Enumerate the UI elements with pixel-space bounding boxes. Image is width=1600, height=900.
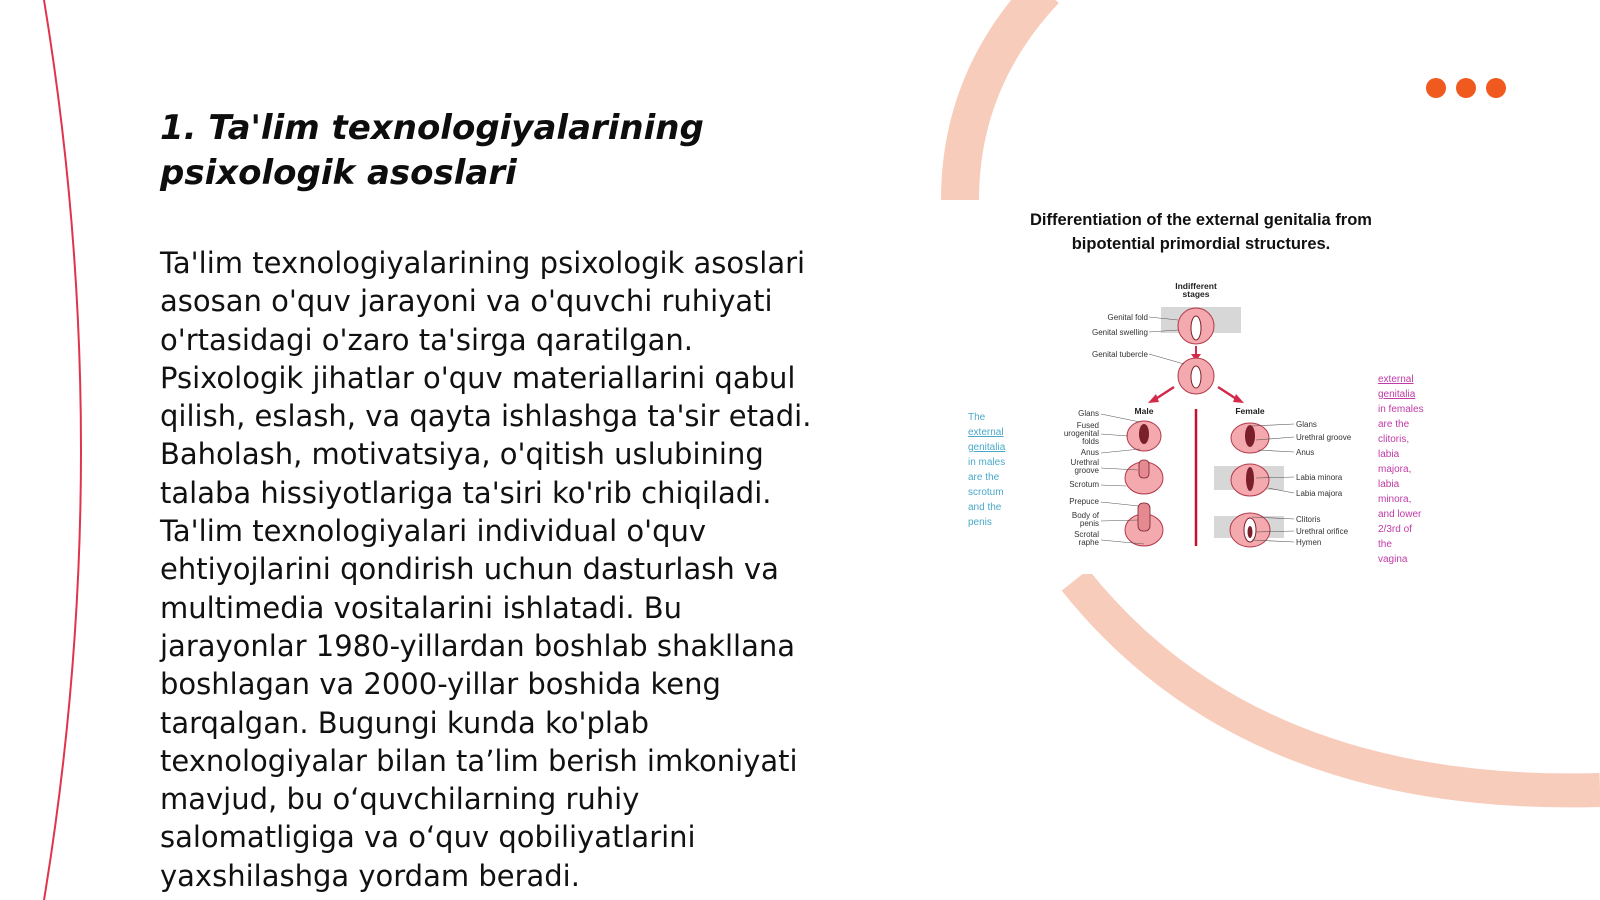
figure-title-line: Differentiation of the external genitalia from bbox=[1030, 211, 1372, 229]
note-line: genitalia bbox=[1378, 389, 1416, 400]
body-line: Ta'lim texnologiyalari individual o'quv bbox=[160, 514, 707, 549]
indifferent-tubercle bbox=[1191, 366, 1201, 388]
body-line: talaba hissiyotlariga ta'siri ko'rib chiqiladi. bbox=[160, 475, 772, 510]
slide-title bbox=[160, 106, 860, 196]
body-line: asosan o'quv jarayoni va o'quvchi ruhiyati bbox=[160, 284, 773, 319]
indifferent-fold bbox=[1191, 316, 1201, 340]
stage-label: Indifferent bbox=[1175, 281, 1217, 291]
male-label: folds bbox=[1082, 437, 1099, 446]
female-label: Glans bbox=[1296, 420, 1317, 429]
note-line: minora, bbox=[1378, 494, 1412, 505]
top-label: Genital fold bbox=[1107, 313, 1148, 322]
top-label: Genital tubercle bbox=[1091, 350, 1148, 359]
male-label: urogenital bbox=[1063, 429, 1099, 438]
note-line: majora, bbox=[1378, 464, 1412, 475]
accent-dot bbox=[1486, 78, 1506, 98]
note-line: external bbox=[1378, 374, 1414, 385]
body-line: Psixologik jihatlar o'quv materiallarini qabul bbox=[160, 360, 796, 395]
female-label: Hymen bbox=[1296, 538, 1322, 547]
body-line: yaxshilashga yordam beradi. bbox=[160, 858, 580, 893]
female-label: Anus bbox=[1296, 448, 1315, 457]
note-line: The bbox=[968, 412, 986, 423]
note-line: clitoris, bbox=[1378, 434, 1410, 445]
body-line: jarayonlar 1980-yillardan boshlab shakllana bbox=[160, 628, 796, 663]
female-heading: Female bbox=[1235, 406, 1265, 416]
male-label: Anus bbox=[1080, 448, 1099, 457]
note-line: in males bbox=[968, 457, 1006, 468]
male-label: Body of bbox=[1071, 511, 1099, 520]
note-line: the bbox=[1378, 539, 1392, 550]
accent-dots bbox=[1426, 78, 1506, 100]
note-line: are the bbox=[1378, 419, 1410, 430]
female-label: Labia minora bbox=[1296, 473, 1343, 482]
body-line: Baholash, motivatsiya, o'qitish uslubining bbox=[160, 437, 764, 472]
male-label: Prepuce bbox=[1069, 497, 1099, 506]
female-side-note bbox=[1378, 372, 1436, 567]
male-side-note bbox=[968, 410, 1026, 530]
body-line: tarqalgan. Bugungi kunda ko'plab bbox=[160, 705, 650, 740]
anatomy-figure bbox=[956, 204, 1476, 574]
figure-title-line: bipotential primordial structures. bbox=[1071, 235, 1331, 253]
note-line: labia bbox=[1378, 479, 1400, 490]
note-line: are the bbox=[968, 472, 1000, 483]
slide-title-line: psixologik asoslari bbox=[160, 153, 517, 193]
male-heading: Male bbox=[1134, 406, 1154, 416]
note-line: genitalia bbox=[968, 442, 1006, 453]
decor-arc-top bbox=[960, 0, 1045, 200]
female-label: Clitoris bbox=[1296, 515, 1321, 524]
slide-body-text bbox=[160, 244, 850, 895]
male-label: Fused bbox=[1076, 421, 1099, 430]
body-line: salomatligiga va o‘quv qobiliyatlarini bbox=[160, 820, 696, 855]
male-label: Scrotal bbox=[1074, 530, 1099, 539]
note-line: vagina bbox=[1378, 554, 1408, 565]
note-line: and the bbox=[968, 502, 1002, 513]
decor-arc-bottom bbox=[1075, 580, 1600, 790]
body-line: texnologiyalar bilan ta’lim berish imkoniyati bbox=[160, 743, 798, 778]
male-label: groove bbox=[1074, 466, 1099, 475]
body-line: mavjud, bu o‘quvchilarning ruhiy bbox=[160, 782, 640, 817]
body-line: ehtiyojlarini qondirish uchun dasturlash va bbox=[160, 552, 779, 587]
body-line: Ta'lim texnologiyalarining psixologik asoslari bbox=[160, 246, 806, 280]
female-label: Urethral orifice bbox=[1296, 527, 1349, 536]
body-line: o'rtasidagi o'zaro ta'sirga qaratilgan. bbox=[160, 322, 693, 357]
body-line: multimedia vositalarini ishlatadi. Bu bbox=[160, 590, 683, 625]
note-line: in females bbox=[1378, 404, 1424, 415]
body-line: boshlagan va 2000-yillar boshida keng bbox=[160, 667, 721, 702]
female-label: Labia majora bbox=[1296, 489, 1343, 498]
body-line: qilish, eslash, va qayta ishlashga ta'sir etadi. bbox=[160, 399, 812, 434]
accent-dot bbox=[1456, 78, 1476, 98]
male-label: Glans bbox=[1078, 409, 1099, 418]
male-label: raphe bbox=[1078, 538, 1099, 547]
male-label: Urethral bbox=[1070, 458, 1099, 467]
top-label: Genital swelling bbox=[1091, 328, 1148, 337]
female-label: Urethral groove bbox=[1296, 433, 1352, 442]
note-line: penis bbox=[968, 517, 992, 528]
note-line: 2/3rd of bbox=[1378, 524, 1412, 535]
accent-dot bbox=[1426, 78, 1446, 98]
note-line: and lower bbox=[1378, 509, 1422, 520]
left-curve-line bbox=[44, 0, 81, 900]
note-line: labia bbox=[1378, 449, 1400, 460]
male-label: Scrotum bbox=[1069, 480, 1099, 489]
slide-title-line: 1. Ta'lim texnologiyalarining bbox=[160, 108, 704, 148]
note-line: scrotum bbox=[968, 487, 1004, 498]
arrow-male bbox=[1148, 394, 1159, 403]
note-line: external bbox=[968, 427, 1004, 438]
male-label: penis bbox=[1079, 519, 1099, 528]
stage-label: stages bbox=[1182, 289, 1210, 299]
arrow-female bbox=[1233, 394, 1244, 403]
